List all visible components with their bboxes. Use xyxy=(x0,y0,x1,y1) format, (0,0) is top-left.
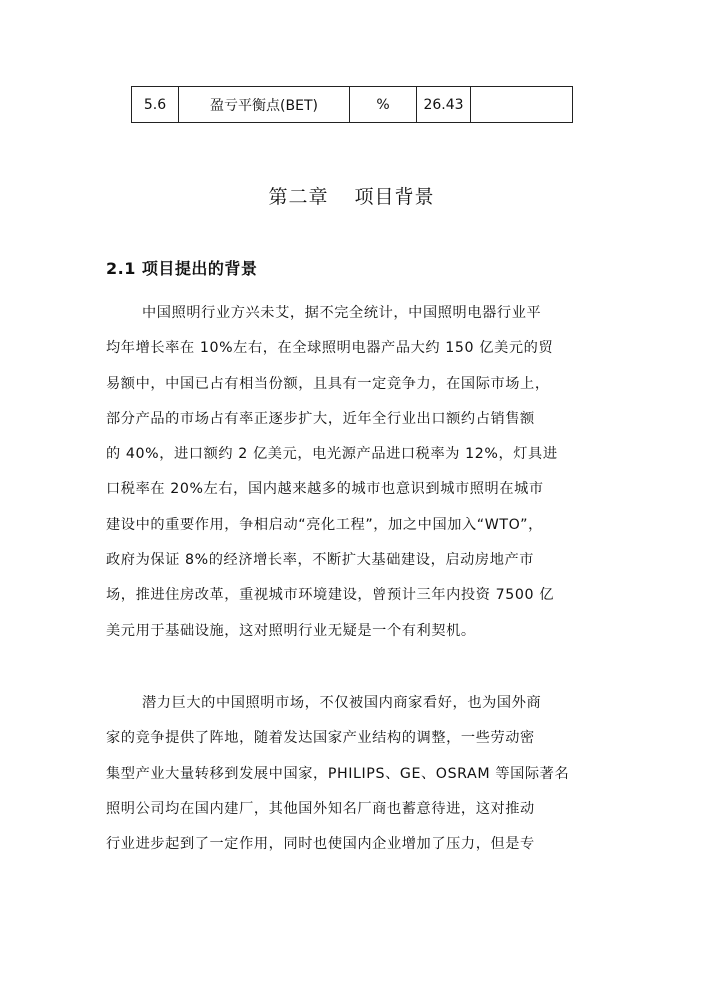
paragraph-line: 集型产业大量转移到发展中国家，PHILIPS、GE、OSRAM 等国际著名 xyxy=(106,765,570,782)
paragraph-line: 部分产品的市场占有率正逐步扩大，近年全行业出口额约占销售额 xyxy=(106,410,535,427)
paragraph-2 xyxy=(106,686,606,862)
chapter-number: 第二章 xyxy=(268,186,329,208)
unit-cell: % xyxy=(350,87,417,123)
paragraph-line: 行业进步起到了一定作用，同时也使国内企业增加了压力，但是专 xyxy=(106,836,535,853)
value-cell: 26.43 xyxy=(417,87,471,123)
table-row xyxy=(132,87,573,123)
paragraph-line: 建设中的重要作用，争相启动“亮化工程”，加之中国加入“WTO”， xyxy=(106,516,543,533)
row-number-cell: 5.6 xyxy=(132,87,179,123)
paragraph-line: 美元用于基础设施，这对照明行业无疑是一个有利契机。 xyxy=(106,622,476,639)
paragraph-line: 政府为保证 8%的经济增长率，不断扩大基础建设，启动房地产市 xyxy=(106,552,535,569)
paragraph-line: 的 40%，进口额约 2 亿美元，电光源产品进口税率为 12%，灯具进 xyxy=(106,446,558,463)
paragraph-line: 家的竞争提供了阵地，随着发达国家产业结构的调整，一些劳动密 xyxy=(106,730,535,747)
chapter-heading xyxy=(0,182,703,209)
section-heading: 2.1 项目提出的背景 xyxy=(106,259,258,278)
paragraph-line: 易额中，中国已占有相当份额，且具有一定竞争力，在国际市场上， xyxy=(106,375,550,392)
paragraph-line: 场，推进住房改革，重视城市环境建设，曾预计三年内投资 7500 亿 xyxy=(106,587,554,604)
paragraph-line: 照明公司均在国内建厂，其他国外知名厂商也蓄意待进，这对推动 xyxy=(106,800,535,817)
paragraph-line: 口税率在 20%左右，国内越来越多的城市也意识到城市照明在城市 xyxy=(106,481,544,498)
paragraph-line: 潜力巨大的中国照明市场，不仅被国内商家看好，也为国外商 xyxy=(142,695,542,711)
summary-table xyxy=(131,86,573,123)
paragraph-line: 中国照明行业方兴未艾，据不完全统计，中国照明电器行业平 xyxy=(142,305,542,321)
item-name-cell: 盈亏平衡点(BET) xyxy=(179,87,350,123)
paragraph-1 xyxy=(106,296,606,649)
chapter-title: 项目背景 xyxy=(354,186,435,208)
paragraph-line: 均年增长率在 10%左右，在全球照明电器产品大约 150 亿美元的贸 xyxy=(106,340,554,357)
note-cell xyxy=(471,87,573,123)
